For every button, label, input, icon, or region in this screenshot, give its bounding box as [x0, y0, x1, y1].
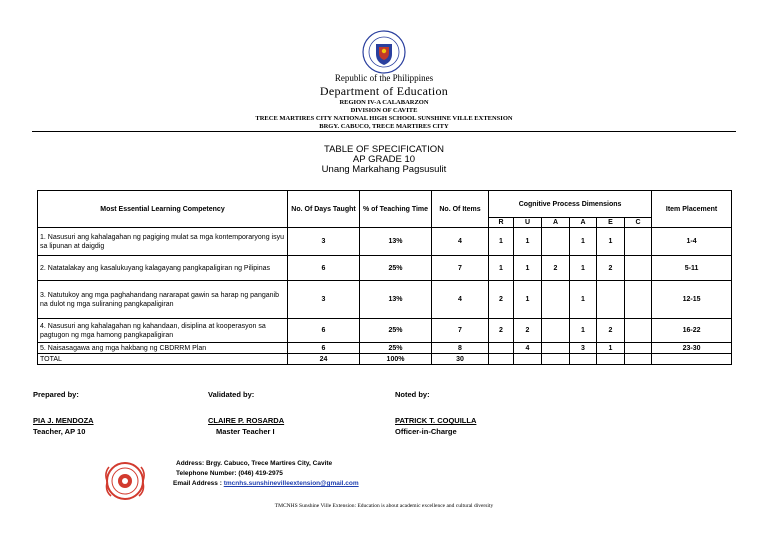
- placement-cell: 5-11: [652, 256, 732, 281]
- placement-cell: 12-15: [652, 281, 732, 319]
- validated-label: Validated by:: [208, 390, 255, 399]
- department-line: Department of Education: [319, 84, 449, 98]
- prepared-name: PIA J. MENDOZA: [33, 416, 94, 425]
- header-cognitive: Cognitive Process Dimensions: [489, 191, 652, 218]
- r-cell: 2: [489, 319, 514, 343]
- c-cell: [625, 228, 652, 256]
- e-cell: 1: [597, 228, 625, 256]
- region-line: REGION IV-A CALABARZON: [339, 99, 429, 106]
- header-divider: [32, 131, 736, 132]
- competency-cell: 3. Natutukoy ang mga paghahandang nararapat gawin sa harap ng panganib na dulot ng mga suliraning pangkapaligiran: [38, 281, 288, 319]
- a1-cell: [542, 281, 570, 319]
- footer-telephone: Telephone Number: (046) 419-2975: [176, 470, 283, 477]
- competency-cell: 4. Nasusuri ang kahalagahan ng kahandaan, disiplina at kooperasyon sa pagtugon ng mga hamong pangkapaligiran: [38, 319, 288, 343]
- validated-title: Master Teacher I: [216, 427, 275, 436]
- placement-cell: 1-4: [652, 228, 732, 256]
- doc-subtitle-exam: Unang Markahang Pagsusulit: [321, 164, 447, 175]
- sub-header-c: C: [625, 218, 652, 228]
- validated-name: CLAIRE P. ROSARDA: [208, 416, 285, 425]
- school-logo-icon: [102, 460, 148, 502]
- r-cell: [489, 343, 514, 354]
- days-cell: 3: [288, 281, 360, 319]
- r-cell: 1: [489, 256, 514, 281]
- doc-title: TABLE OF SPECIFICATION: [324, 144, 444, 155]
- c-cell: [625, 343, 652, 354]
- a1-cell: 2: [542, 256, 570, 281]
- a2-cell: 1: [570, 228, 597, 256]
- u-cell: 4: [514, 343, 542, 354]
- sub-header-e: E: [597, 218, 625, 228]
- total-row: [38, 354, 732, 365]
- e-cell: 2: [597, 256, 625, 281]
- prepared-label: Prepared by:: [33, 390, 79, 399]
- u-cell: 2: [514, 319, 542, 343]
- header-competency: Most Essential Learning Competency: [38, 191, 288, 228]
- e-cell: 1: [597, 343, 625, 354]
- header-days: No. Of Days Taught: [288, 191, 360, 228]
- total-days: 24: [288, 354, 360, 365]
- a1-cell: [542, 343, 570, 354]
- noted-name: PATRICK T. COQUILLA: [395, 416, 477, 425]
- total-percent: 100%: [360, 354, 432, 365]
- header-items: No. Of Items: [432, 191, 489, 228]
- footer-address: Address: Brgy. Cabuco, Trece Martires City, Cavite: [176, 460, 333, 467]
- placement-cell: 16-22: [652, 319, 732, 343]
- total-label: TOTAL: [38, 354, 288, 365]
- noted-label: Noted by:: [395, 390, 430, 399]
- u-cell: 1: [514, 228, 542, 256]
- c-cell: [625, 256, 652, 281]
- percent-cell: 25%: [360, 319, 432, 343]
- e-cell: [597, 281, 625, 319]
- e-cell: 2: [597, 319, 625, 343]
- total-items: 30: [432, 354, 489, 365]
- placement-cell: 23-30: [652, 343, 732, 354]
- division-line: DIVISION OF CAVITE: [350, 107, 418, 114]
- sub-header-u: U: [514, 218, 542, 228]
- footer-tagline: TMCNHS Sunshine Ville Extension: Education is about academic excellence and cultural diversity: [274, 503, 494, 509]
- percent-cell: 25%: [360, 343, 432, 354]
- days-cell: 6: [288, 343, 360, 354]
- items-cell: 8: [432, 343, 489, 354]
- items-cell: 7: [432, 256, 489, 281]
- a2-cell: 3: [570, 343, 597, 354]
- noted-title: Officer-in-Charge: [395, 427, 457, 436]
- a2-cell: 1: [570, 319, 597, 343]
- items-cell: 7: [432, 319, 489, 343]
- email-label: Email Address :: [173, 480, 224, 487]
- a1-cell: [542, 228, 570, 256]
- percent-cell: 13%: [360, 228, 432, 256]
- days-cell: 3: [288, 228, 360, 256]
- table-row: [38, 281, 732, 319]
- competency-cell: 1. Nasusuri ang kahalagahan ng pagiging mulat sa mga kontemporaryong isyu sa lipunan at daigdig: [38, 228, 288, 256]
- days-cell: 6: [288, 256, 360, 281]
- a2-cell: 1: [570, 256, 597, 281]
- items-cell: 4: [432, 281, 489, 319]
- email-link[interactable]: tmcnhs.sunshinevilleextension@gmail.com: [223, 480, 359, 487]
- republic-line: Republic of the Philippines: [334, 73, 434, 83]
- u-cell: 1: [514, 256, 542, 281]
- sub-header-a1: A: [542, 218, 570, 228]
- a1-cell: [542, 319, 570, 343]
- c-cell: [625, 319, 652, 343]
- days-cell: 6: [288, 319, 360, 343]
- r-cell: 2: [489, 281, 514, 319]
- header-placement: Item Placement: [652, 191, 732, 228]
- doc-subtitle-grade: AP GRADE 10: [352, 154, 416, 165]
- competency-cell: 5. Naisasagawa ang mga hakbang ng CBDRRM Plan: [38, 343, 288, 354]
- c-cell: [625, 281, 652, 319]
- percent-cell: 25%: [360, 256, 432, 281]
- school-address-line: BRGY. CABUCO, TRECE MARTIRES CITY: [319, 123, 449, 130]
- prepared-title: Teacher, AP 10: [33, 427, 86, 436]
- sub-header-r: R: [489, 218, 514, 228]
- competency-cell: 2. Natatalakay ang kasalukuyang kalagayang pangkapaligiran ng Pilipinas: [38, 256, 288, 281]
- u-cell: 1: [514, 281, 542, 319]
- header-percent: % of Teaching Time: [360, 191, 432, 228]
- table-row: [38, 343, 732, 354]
- percent-cell: 13%: [360, 281, 432, 319]
- specification-table: [37, 190, 732, 365]
- a2-cell: 1: [570, 281, 597, 319]
- school-line: TRECE MARTIRES CITY NATIONAL HIGH SCHOOL SUNSHINE VILLE EXTENSION: [255, 115, 513, 122]
- table-row: [38, 256, 732, 281]
- table-row: [38, 228, 732, 256]
- r-cell: 1: [489, 228, 514, 256]
- table-row: [38, 319, 732, 343]
- footer-email-line: [173, 479, 359, 489]
- deped-seal-icon: [362, 30, 406, 74]
- items-cell: 4: [432, 228, 489, 256]
- sub-header-a2: A: [570, 218, 597, 228]
